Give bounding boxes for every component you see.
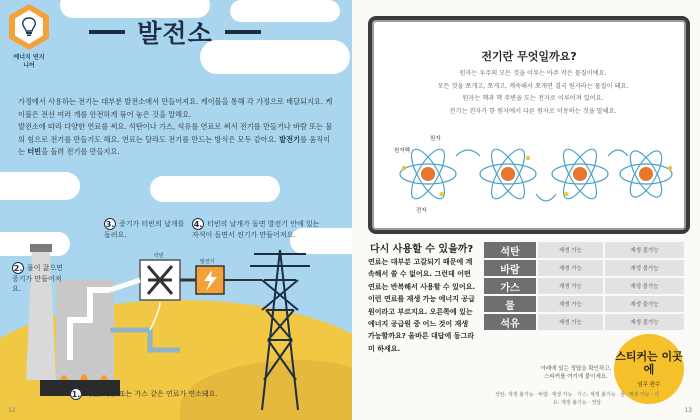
board-text xyxy=(392,68,674,118)
sticker-label: 스티커는 이곳에 xyxy=(615,350,683,376)
nucleus-label: 원자핵 xyxy=(394,148,410,154)
step-text: 물이 끓으면 증기가 만들어져요. xyxy=(12,264,64,293)
turbine-label: 터빈 xyxy=(154,253,164,259)
water-pipe xyxy=(110,330,180,350)
intro-paragraph-2: 발전소에 따라 다양한 연료를 써요. 석탄이나 가스, 석유를 연료로 써서 전기를 만들거나 바람 또는 물의 힘으로 전기를 만들기도 해요. 연료는 달라도 전기를 만드는 방식은 모두 같아요. 발전기를 움직이는 터빈을 돌려 전기를 만들지요. xyxy=(18,122,333,156)
table-row xyxy=(484,296,684,312)
fuel-quiz-table xyxy=(484,240,684,332)
step-text: 증기가 터빈의 날개를 돌려요. xyxy=(104,220,185,239)
intro-text xyxy=(18,96,336,159)
term-generator: 발전기 xyxy=(279,134,300,144)
electron-label: 전자 xyxy=(416,208,427,214)
lightbulb-icon xyxy=(21,17,37,37)
page-number-right: 13 xyxy=(684,407,692,414)
title-rule-right xyxy=(225,30,261,34)
cloud xyxy=(150,176,280,202)
answer-footnote: 석탄: 재생 불가능 · 바람: 재생 가능 · 가스: 재생 불가능 · 물: 재생 가능 · 석유: 재생 불가능 · 정답 xyxy=(494,392,660,406)
fuel-name: 석유 xyxy=(484,314,536,330)
step-2 xyxy=(12,262,64,294)
intro-paragraph-1: 가정에서 사용하는 전기는 대부분 발전소에서 만들어져요. 케이블을 통해 각 가정으로 배달되지요. 케이블은 전선 여러 개를 안전하게 묶어 놓은 것을 말해요. xyxy=(18,97,333,119)
reuse-text: 연료는 대부분 고갈되기 때문에 계속해서 쓸 수 없어요. 그런데 어떤 연료는 반복해서 사용할 수 있어요. 이런 연료를 재생 가능 에너지 공급원이라고 부르지요. 오른쪽에 있는 에너지 공급원 중 어느 것이 재생 가능할까요? 올바른 대답에 동그라미 하세요. xyxy=(368,258,476,353)
option-renewable[interactable]: 재생 가능 xyxy=(536,296,603,312)
reuse-title: 다시 사용할 수 있을까? xyxy=(370,244,474,255)
fuel-name: 석탄 xyxy=(484,242,536,258)
page-number-left: 12 xyxy=(8,407,16,414)
option-nonrenewable[interactable]: 재생 불가능 xyxy=(603,314,684,330)
cloud xyxy=(0,172,80,200)
page-title-group xyxy=(70,14,280,50)
step-arrow xyxy=(150,302,160,330)
electron-path-arrow xyxy=(456,150,628,201)
option-nonrenewable[interactable]: 재생 불가능 xyxy=(603,242,684,258)
generator-label: 발전기 xyxy=(200,259,215,265)
fuel-name: 가스 xyxy=(484,278,536,294)
chimney-cap xyxy=(30,244,52,252)
atom-icon xyxy=(480,145,536,203)
board-line: 원자는 핵과 핵 주변을 도는 전자로 이루어져 있어요. xyxy=(462,95,604,103)
board-title: 전기란 무엇일까요? xyxy=(481,50,577,63)
step-number: 1. xyxy=(71,390,81,399)
option-renewable[interactable]: 재생 가능 xyxy=(536,242,603,258)
board-line: 모든 것을 쪼개고, 쪼개고, 계속해서 쪼개면 결국 원자라는 물질이 돼요. xyxy=(437,82,629,90)
table-row xyxy=(484,242,684,258)
step-3 xyxy=(104,218,186,240)
term-turbine: 터빈 xyxy=(27,147,42,156)
option-renewable[interactable]: 재생 가능 xyxy=(536,260,603,276)
step-text: 석탄, 석유 또는 가스 같은 연료가 연소돼요. xyxy=(85,390,218,398)
step-number: 3. xyxy=(105,220,115,229)
atom-icon xyxy=(552,145,608,203)
title-rule-left xyxy=(89,30,125,34)
table-row xyxy=(484,278,684,294)
step-text: 터빈의 날개가 돌면 발전기 안에 있는 자석이 돌면서 전기가 만들어져요. xyxy=(192,220,320,239)
sticker-instruction: 아래에 있는 정답을 확인하고, 스티커를 여기에 붙이세요. xyxy=(540,366,612,380)
step-4 xyxy=(192,218,322,240)
badge-label: 에너지 연지니어 xyxy=(13,54,45,69)
board-line: 전기는 전자가 한 원자에서 다른 원자로 이동하는 것을 말해요. xyxy=(449,107,617,115)
option-nonrenewable[interactable]: 재생 불가능 xyxy=(603,278,684,294)
table-row xyxy=(484,260,684,276)
option-renewable[interactable]: 재생 가능 xyxy=(536,278,603,294)
topic-badge xyxy=(9,4,49,76)
atoms-diagram xyxy=(396,138,676,218)
option-nonrenewable[interactable]: 재생 불가능 xyxy=(603,260,684,276)
atom-label: 원자 xyxy=(430,136,441,142)
atom-icon xyxy=(620,146,672,201)
step-1 xyxy=(70,388,310,400)
option-nonrenewable[interactable]: 재생 불가능 xyxy=(603,296,684,312)
fuel-name: 물 xyxy=(484,296,536,312)
whiteboard xyxy=(368,16,690,234)
step-number: 4. xyxy=(193,220,203,229)
fuel-name: 바람 xyxy=(484,260,536,276)
option-renewable[interactable]: 재생 가능 xyxy=(536,314,603,330)
power-pylon xyxy=(262,250,298,410)
board-line: 원자는 우주의 모든 것을 이루는 아주 작은 물질이에요. xyxy=(459,70,607,77)
page-title: 발전소 xyxy=(137,19,213,48)
sticker-sublabel: 임무 완수 xyxy=(637,382,661,388)
step-number: 2. xyxy=(13,264,23,273)
steam-to-turbine xyxy=(110,280,140,290)
table-row xyxy=(484,314,684,330)
boiler xyxy=(56,280,114,380)
